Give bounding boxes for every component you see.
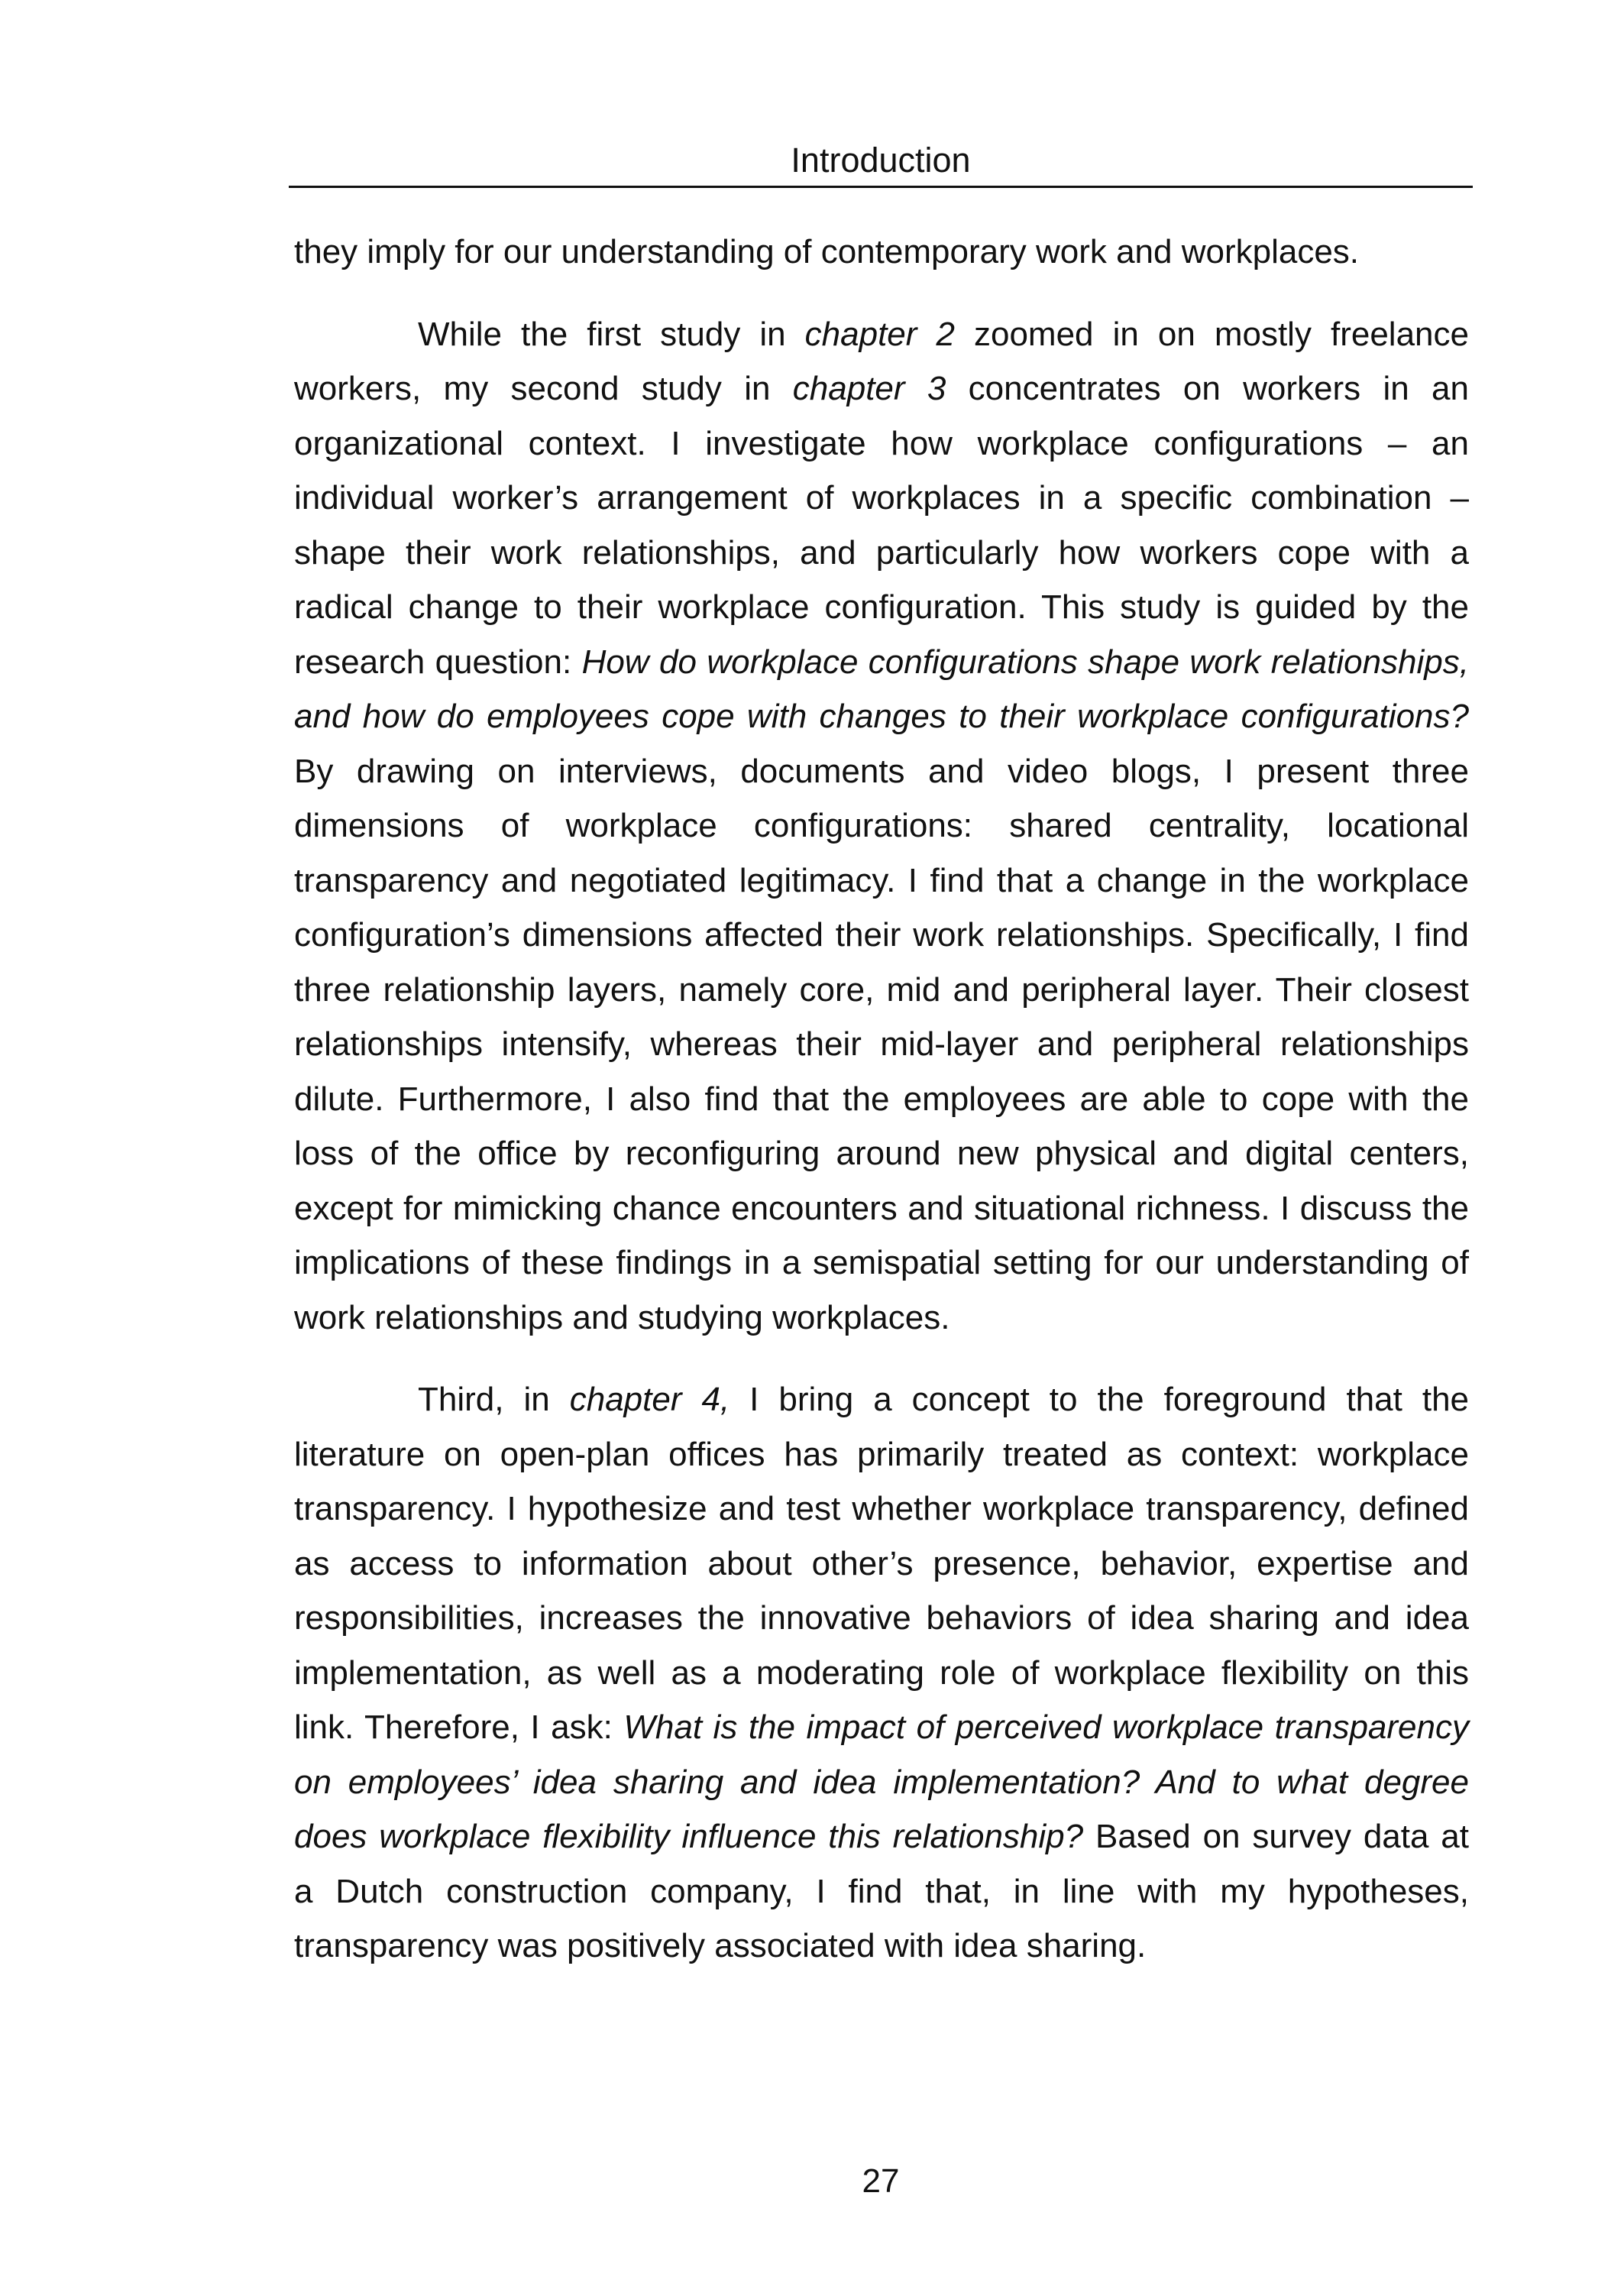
text-segment: By drawing on interviews, documents and video blogs, I present three dimensions of workplace configurations: shared centrality, locational transparency and negotiated legitimacy. I find that a change in the workplace configuration’s dimensions affected their work relationships. Specifically, I find three relationship layers, namely core, mid and peripheral layer. Their closest relationships intensify, whereas their mid-layer and peripheral relationships dilute. Furthermore, I also find that the employees are able to cope with the loss of the office by reconfiguring around new physical and digital centers, except for mimicking chance encounters and situational richness. I discuss the implications of these findings in a semispatial setting for our understanding of work relationships and studying workplaces. [294, 752, 1469, 1336]
text-segment: they imply for our understanding of contemporary work and workplaces. [294, 233, 1360, 270]
paragraph-chapter-4 [294, 1372, 1469, 1974]
paragraph-chapter-3 [294, 307, 1469, 1346]
research-question: How do workplace configurations shape work relationships, and how do employees cope with changes to their workplace configurations? [294, 643, 1469, 735]
chapter-reference: chapter 3 [792, 370, 946, 407]
running-header-title: Introduction [791, 141, 971, 180]
chapter-reference: chapter 4, [569, 1381, 730, 1418]
page-number: 27 [862, 2162, 900, 2200]
header-divider [289, 186, 1473, 188]
text-segment: Third, in [418, 1381, 570, 1418]
text-segment: While the first study in [418, 315, 805, 353]
text-segment: Based on survey data at a Dutch construction company, I find that, in line with my hypotheses, transparency was positively associated with idea sharing. [294, 1818, 1469, 1964]
text-segment: I bring a concept to the foreground that the literature on open-plan offices has primarily treated as context: workplace transparency. I hypothesize and test whether workplace transparency, defined as access to information about other’s presence, behavior, expertise and responsibilities, increases the innovative behaviors of idea sharing and idea implementation, as well as a moderating role of workplace flexibility on this link. Therefore, I ask: [294, 1381, 1470, 1746]
text-segment: concentrates on workers in an organizational context. I investigate how workplace configurations – an individual worker’s arrangement of workplaces in a specific combination – shape their work relationships, and particularly how workers cope with a radical change to their workplace configuration. This study is guided by the research question: [294, 370, 1469, 681]
research-question: What is the impact of perceived workplace transparency on employees’ idea sharing and idea implementation? And to what degree does workplace flexibility influence this relationship? [294, 1708, 1469, 1855]
text-segment: zoomed in on mostly freelance workers, my second study in [294, 315, 1469, 407]
paragraph-continuation [294, 225, 1469, 280]
body-text [294, 225, 1469, 1974]
chapter-reference: chapter 2 [804, 315, 955, 353]
